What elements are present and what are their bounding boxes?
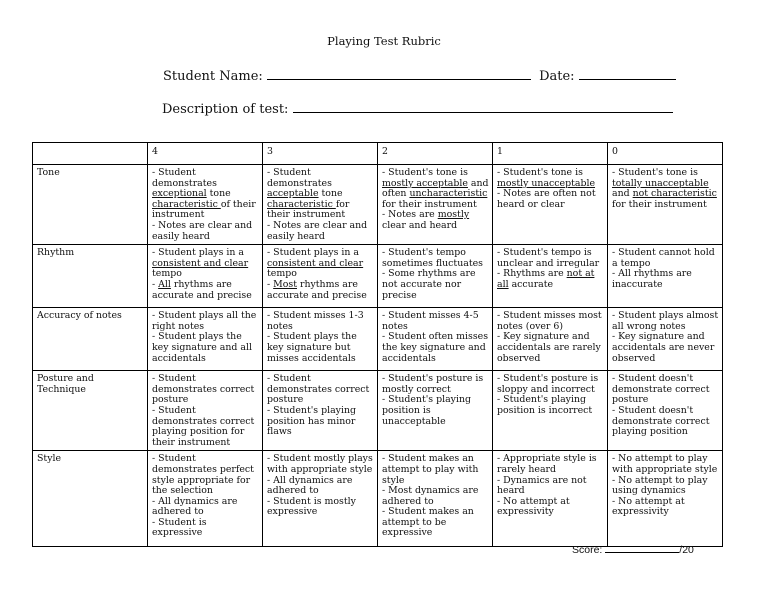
- underlined-text: characteristic: [152, 198, 221, 210]
- criteria-text: - Student's posture is sloppy and incorrect: [497, 373, 599, 395]
- criteria-text: clear and heard: [382, 219, 458, 231]
- criteria-text: tone: [318, 188, 343, 200]
- criteria-text: of their instrument: [152, 198, 256, 221]
- criteria-text: - Key signature and accidentals are never observed: [612, 331, 715, 364]
- table-row: [33, 308, 723, 371]
- rubric-table: [32, 142, 723, 547]
- criteria-text: - Student plays the key signature and all accidentals: [152, 331, 252, 364]
- criteria-text: for their instrument: [267, 198, 350, 221]
- criteria-text: - All dynamics are adhered to: [267, 474, 353, 497]
- criteria-text: - Student demonstrates: [267, 167, 332, 189]
- criteria-cell: [148, 371, 263, 451]
- criteria-cell: [378, 165, 493, 245]
- criteria-text: - Student demonstrates: [152, 167, 217, 189]
- criteria-cell: [263, 451, 378, 547]
- table-header-row: [33, 143, 723, 165]
- criteria-cell: [493, 245, 608, 308]
- criteria-text: - All dynamics are adhered to: [152, 495, 238, 518]
- criteria-text: - Student's posture is mostly correct: [382, 373, 484, 395]
- criteria-text: - No attempt to play using dynamics: [612, 474, 708, 497]
- criteria-text: - Student demonstrates correct posture: [267, 373, 370, 406]
- criteria-cell: [263, 308, 378, 371]
- criteria-text: - Notes are: [382, 209, 438, 221]
- criteria-text: - Student often misses the key signature and accidentals: [382, 331, 489, 364]
- description-row: [162, 101, 673, 117]
- criteria-text: - All rhythms are inaccurate: [612, 268, 692, 290]
- criteria-text: - Student plays in a: [267, 247, 359, 259]
- criteria-text: - Student doesn't demonstrate correct posture: [612, 373, 710, 406]
- criteria-text: - Dynamics are not heard: [497, 474, 587, 497]
- criteria-cell: [493, 371, 608, 451]
- criteria-cell: [378, 308, 493, 371]
- criteria-text: - Student doesn't demonstrate correct playing position: [612, 404, 710, 438]
- category-cell: Tone: [33, 165, 148, 245]
- table-row: [33, 371, 723, 451]
- criteria-text: - Student demonstrates correct playing position for their instrument: [152, 404, 255, 448]
- criteria-text: - Student demonstrates perfect style appropriate for the selection: [152, 453, 254, 497]
- description-field[interactable]: [293, 101, 673, 113]
- criteria-text: - Student makes an attempt to be expressive: [382, 506, 474, 539]
- score-label: Score:: [572, 544, 603, 556]
- student-name-field[interactable]: [267, 68, 531, 80]
- category-cell: Style: [33, 451, 148, 547]
- criteria-cell: [148, 308, 263, 371]
- underlined-text: mostly acceptable: [382, 177, 468, 189]
- criteria-text: - Most dynamics are adhered to: [382, 485, 479, 507]
- date-field[interactable]: [579, 68, 676, 80]
- criteria-cell: [608, 245, 723, 308]
- underlined-text: exceptional: [152, 188, 207, 200]
- underlined-text: consistent and clear: [152, 257, 249, 269]
- underlined-text: mostly: [437, 209, 470, 221]
- criteria-text: tempo: [267, 268, 297, 280]
- date-label: Date:: [539, 69, 575, 84]
- criteria-cell: [263, 245, 378, 308]
- criteria-text: - Student plays the key signature but misses accidentals: [267, 331, 357, 364]
- criteria-cell: [608, 371, 723, 451]
- table-row: [33, 165, 723, 245]
- criteria-text: - Student misses most notes (over 6): [497, 310, 602, 332]
- criteria-cell: [493, 451, 608, 547]
- header-cell-score: 3: [263, 143, 378, 165]
- score-row: [572, 543, 694, 556]
- criteria-cell: [608, 451, 723, 547]
- criteria-text: - Student's playing position is incorrect: [497, 394, 593, 416]
- criteria-text: -: [152, 278, 159, 290]
- criteria-text: rhythms are accurate and precise: [152, 278, 252, 301]
- student-name-label: Student Name:: [163, 69, 263, 84]
- underlined-text: not at all: [497, 268, 595, 290]
- criteria-cell: [148, 451, 263, 547]
- criteria-text: -: [267, 278, 274, 290]
- criteria-text: accurate: [508, 278, 554, 290]
- criteria-text: - Key signature and accidentals are rarely observed: [497, 331, 601, 364]
- criteria-text: - Student demonstrates correct posture: [152, 373, 255, 406]
- criteria-text: - No attempt to play with appropriate style: [612, 453, 718, 475]
- criteria-text: - Notes are clear and easily heard: [152, 219, 253, 242]
- criteria-cell: [608, 165, 723, 245]
- criteria-cell: [493, 308, 608, 371]
- criteria-cell: [608, 308, 723, 371]
- criteria-text: - Student misses 1-3 notes: [267, 310, 364, 332]
- criteria-cell: [378, 451, 493, 547]
- criteria-text: - Some rhythms are not accurate nor precise: [382, 268, 476, 301]
- table-row: [33, 451, 723, 547]
- criteria-text: - Student's tempo is unclear and irregular: [497, 247, 600, 269]
- underlined-text: characteristic: [267, 198, 336, 210]
- criteria-text: - No attempt at expressivity: [612, 495, 685, 518]
- criteria-text: - Student misses 4-5 notes: [382, 310, 479, 332]
- header-cell-score: 4: [148, 143, 263, 165]
- underlined-text: uncharacteristic: [409, 188, 488, 200]
- header-cell-score: 1: [493, 143, 608, 165]
- criteria-text: - Student's tone is: [382, 167, 468, 178]
- criteria-text: - Student cannot hold a tempo: [612, 247, 715, 269]
- criteria-text: - Student is mostly expressive: [267, 495, 356, 518]
- criteria-text: - Student plays in a: [152, 247, 244, 259]
- underlined-text: All: [158, 278, 171, 290]
- criteria-text: and often: [382, 177, 489, 200]
- description-label: Description of test:: [162, 102, 289, 117]
- criteria-text: for their instrument: [382, 198, 477, 210]
- header-cell-score: 0: [608, 143, 723, 165]
- criteria-cell: [148, 165, 263, 245]
- underlined-text: totally unacceptable: [612, 177, 709, 189]
- criteria-text: - Appropriate style is rarely heard: [497, 453, 597, 475]
- header-cell-blank: [33, 143, 148, 165]
- criteria-cell: [263, 165, 378, 245]
- criteria-text: - Rhythms are: [497, 268, 567, 280]
- category-cell: Posture and Technique: [33, 371, 148, 451]
- criteria-text: - Student's playing position is unacceptable: [382, 394, 472, 427]
- criteria-text: - Notes are clear and easily heard: [267, 219, 368, 242]
- student-name-row: [163, 68, 676, 84]
- criteria-text: - Student makes an attempt to play with style: [382, 453, 479, 486]
- underlined-text: mostly unacceptable: [497, 177, 596, 189]
- underlined-text: Most: [273, 278, 297, 290]
- underlined-text: consistent and clear: [267, 257, 364, 269]
- underlined-text: acceptable: [267, 188, 319, 200]
- score-field[interactable]: [605, 543, 679, 553]
- criteria-text: - Student's tone is: [612, 167, 698, 178]
- criteria-cell: [378, 245, 493, 308]
- category-cell: Accuracy of notes: [33, 308, 148, 371]
- criteria-text: - Student mostly plays with appropriate style: [267, 453, 373, 475]
- score-suffix: /20: [679, 544, 694, 556]
- criteria-cell: [263, 371, 378, 451]
- category-cell: Rhythm: [33, 245, 148, 308]
- criteria-text: - Student's playing position has minor flaws: [267, 404, 357, 438]
- criteria-text: - Student's tone is: [497, 167, 583, 178]
- criteria-text: - Student is expressive: [152, 516, 207, 539]
- criteria-text: - Student's tempo sometimes fluctuates: [382, 247, 483, 269]
- criteria-text: for their instrument: [612, 198, 707, 210]
- criteria-text: tone: [206, 188, 231, 200]
- header-cell-score: 2: [378, 143, 493, 165]
- criteria-text: - Student plays all the right notes: [152, 310, 257, 332]
- page-title: Playing Test Rubric: [327, 34, 441, 48]
- table-row: [33, 245, 723, 308]
- criteria-cell: [493, 165, 608, 245]
- underlined-text: not characteristic: [632, 188, 717, 200]
- criteria-text: rhythms are accurate and precise: [267, 278, 367, 301]
- criteria-text: and: [612, 188, 633, 200]
- criteria-text: - No attempt at expressivity: [497, 495, 570, 518]
- criteria-cell: [148, 245, 263, 308]
- criteria-cell: [378, 371, 493, 451]
- criteria-text: tempo: [152, 268, 182, 280]
- criteria-text: - Student plays almost all wrong notes: [612, 310, 719, 332]
- criteria-text: - Notes are often not heard or clear: [497, 188, 596, 210]
